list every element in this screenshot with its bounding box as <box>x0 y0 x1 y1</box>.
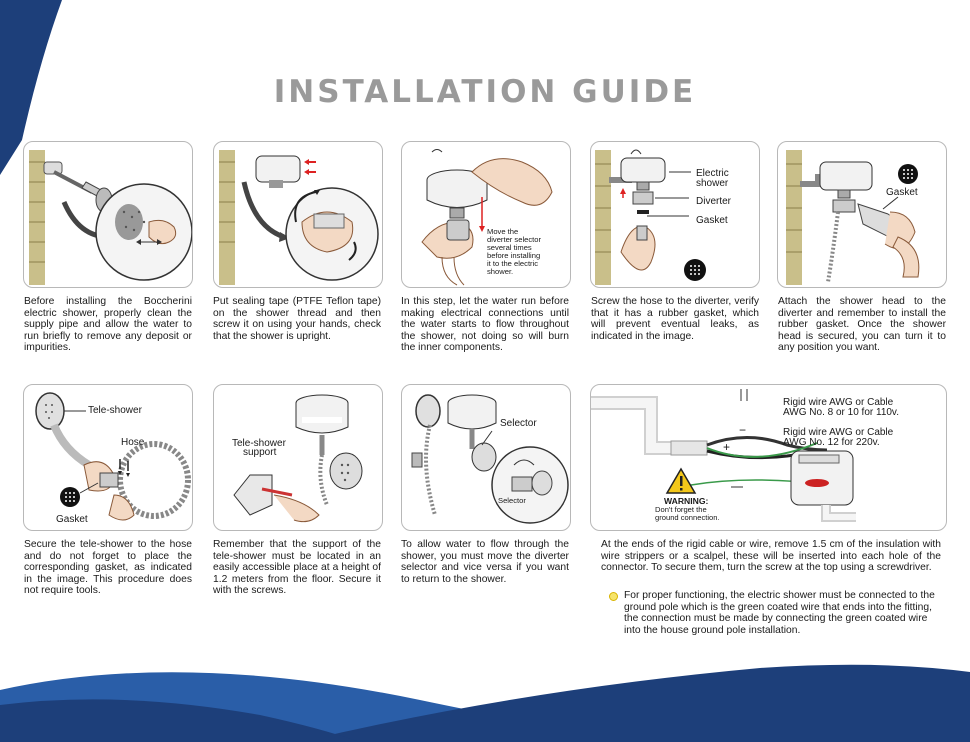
step-7-illustration <box>213 384 383 531</box>
step-3-note-line-3: several times <box>487 243 532 252</box>
step-9-warning-title: WARNING: <box>664 496 709 506</box>
step-8-caption: To allow water to flow through the shower, you must move the diverter selector and vice versa if you want to return to the shower. <box>401 539 569 585</box>
step-3-note-line-4: before installing <box>487 251 541 260</box>
step-3-note-line-1: Move the <box>487 227 519 236</box>
step-9-label-minus: − <box>739 423 747 437</box>
step-5-illustration <box>777 141 947 288</box>
step-2-caption: Put sealing tape (PTFE Teflon tape) on the shower thread and then screw it on using your hands, check that the shower is upright. <box>213 296 381 342</box>
step-9-label-wire-110-1: Rigid wire AWG or Cable <box>783 397 894 408</box>
step-8-label-selector: Selector <box>500 418 537 429</box>
step-2-illustration <box>213 141 383 288</box>
step-3-illustration <box>401 141 571 288</box>
step-9-warning-sub-1: Don't forget the <box>655 505 707 514</box>
step-6-illustration <box>23 384 193 531</box>
step-5-label-gasket: Gasket <box>886 187 918 198</box>
page-title: INSTALLATION GUIDE <box>273 74 697 110</box>
step-6-caption: Secure the tele-shower to the hose and do not forget to place the corresponding gasket, as indicated in the image. This procedure does not require tools. <box>24 539 192 597</box>
step-1-illustration <box>23 141 193 288</box>
step-4-caption: Screw the hose to the diverter, verify that it has a rubber gasket, which will prevent eventual leaks, as indicated in the image. <box>591 296 759 342</box>
step-3-note-line-6: shower. <box>487 267 514 276</box>
step-7-caption: Remember that the support of the tele-shower must be located in an easily accessible place at a height of 1.2 meters from the floor. Secure it with the screws. <box>213 539 381 597</box>
step-9-caption: At the ends of the rigid cable or wire, remove 1.5 cm of the insulation with wire strippers or a scalpel, these will be inserted into each hole of the connector. To secure them, turn the screw at the top using a screwdriver. <box>601 539 941 574</box>
step-9-label-plus: + <box>723 440 731 454</box>
step-9-label-wire-220-1: Rigid wire AWG or Cable <box>783 427 894 438</box>
ground-connection-note: For proper functioning, the electric shower must be connected to the ground pole which is the green coated wire that ends into the fitting, the connection must be made by connecting the green coated wire into the house ground pole installation. <box>624 590 935 636</box>
step-5-caption: Attach the shower head to the diverter and remember to install the rubber gasket. Once the shower head is secured, you can turn it to any position you want. <box>778 296 946 354</box>
step-4-label-diverter: Diverter <box>696 196 732 207</box>
step-3-note-line-2: diverter selector <box>487 235 542 244</box>
note-bullet-icon <box>609 592 618 601</box>
step-9-warning-sub-2: ground connection. <box>655 513 720 522</box>
step-4-label-electric: Electric <box>696 168 729 179</box>
step-6-label-gasket: Gasket <box>56 514 88 525</box>
step-6-label-hose: Hose <box>121 437 145 448</box>
step-6-label-tele-shower: Tele-shower <box>88 405 142 416</box>
step-4-label-shower: shower <box>696 178 729 189</box>
step-3-note-line-5: it to the electric <box>487 259 539 268</box>
step-9-illustration <box>590 384 947 531</box>
step-4-label-gasket: Gasket <box>696 215 728 226</box>
step-1-caption: Before installing the Boccherini electric shower, properly clean the supply pipe and allow the water to run briefly to remove any deposit or impurities. <box>24 296 192 354</box>
step-4-illustration <box>590 141 760 288</box>
step-8-illustration <box>401 384 571 531</box>
step-9-label-wire-110-2: AWG No. 8 or 10 for 110v. <box>783 407 899 418</box>
step-9-label-wire-220-2: AWG No. 12 for 220v. <box>783 437 880 448</box>
step-8-label-selector-small: Selector <box>498 496 526 505</box>
step-7-label-support-2: support <box>243 447 277 458</box>
step-7-label-support-1: Tele-shower <box>232 438 286 449</box>
step-3-caption: In this step, let the water run before making electrical connections until the water starts to flow throughout the shower, not doing so will burn the inner components. <box>401 296 569 354</box>
